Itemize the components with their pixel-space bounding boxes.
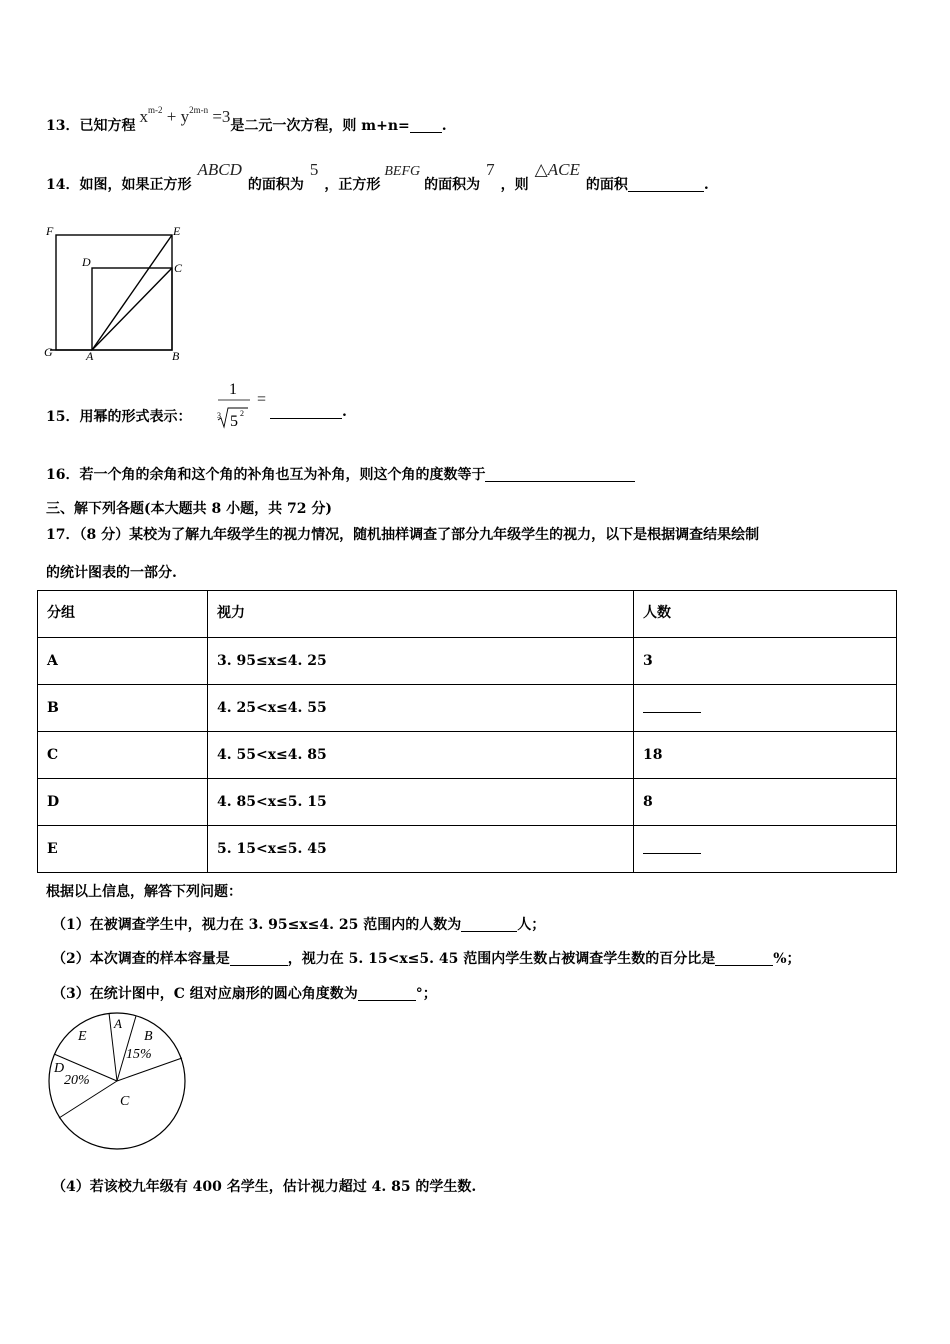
table-row: [38, 638, 897, 685]
sub-question-text: （2）本次调查的样本容量是: [52, 951, 230, 967]
question-text: 的面积为: [424, 177, 481, 193]
table-cell-range: 5. 15<x≤5. 45: [208, 826, 634, 873]
math-equals: =3: [212, 107, 231, 126]
table-header: 分组: [38, 591, 208, 638]
geometry-figure: [40, 220, 200, 365]
question-number: 17．: [46, 527, 80, 543]
answer-blank[interactable]: [485, 467, 635, 482]
question-text: 如图，如果正方形: [79, 177, 192, 193]
question-17-line1: [46, 524, 759, 544]
label-a: A: [86, 349, 94, 363]
question-number: 14．: [46, 177, 80, 193]
math-square-abcd: ABCD: [197, 160, 242, 179]
table-header-row: [38, 591, 897, 638]
equals-sign: =: [257, 391, 267, 408]
math-variable: x: [139, 107, 148, 126]
pie-label-d: D: [54, 1061, 65, 1076]
answer-blank[interactable]: [643, 841, 701, 854]
question-number: 16．: [46, 467, 80, 483]
label-e: E: [173, 224, 181, 238]
square-befg: [56, 235, 172, 350]
question-text: 用幂的形式表示：: [79, 409, 192, 425]
table-cell-range: 4. 85<x≤5. 15: [208, 779, 634, 826]
sub-question-2: [52, 948, 801, 968]
sub-question-text: 人；: [517, 917, 546, 933]
answer-blank[interactable]: [410, 118, 442, 133]
answer-blank[interactable]: [715, 951, 773, 966]
pie-label-a: A: [114, 1016, 122, 1031]
table-header: 人数: [634, 591, 897, 638]
answer-blank[interactable]: [628, 177, 704, 192]
table-row: [38, 826, 897, 873]
math-value: 5: [309, 160, 319, 179]
math-value: 7: [486, 160, 495, 179]
math-exponent: m-2: [147, 105, 163, 115]
label-g: G: [44, 345, 53, 359]
table-cell-group: E: [38, 826, 208, 873]
table-cell-count: 8: [634, 779, 897, 826]
table-cell-group: C: [38, 732, 208, 779]
table-cell-count: [634, 826, 897, 873]
instructions: 根据以上信息，解答下列问题：: [46, 884, 242, 900]
segment-ac: [92, 268, 172, 350]
question-14: [46, 160, 709, 193]
table-cell-count: [634, 685, 897, 732]
period: .: [441, 118, 447, 134]
sub-question-1: [52, 914, 545, 934]
answer-blank[interactable]: [270, 404, 342, 419]
math-fraction: [212, 378, 272, 432]
sub-question-text: %；: [773, 951, 801, 967]
sub-question-text: （3）在统计图中，C 组对应扇形的圆心角度数为: [52, 986, 358, 1002]
math-term: + y: [166, 107, 190, 126]
pie-label-c: C: [120, 1094, 130, 1109]
question-text: 的面积: [585, 177, 628, 193]
question-text: （8 分）某校为了解九年级学生的视力情况，随机抽样调查了部分九年级学生的视力，以下是根据调查结果绘制: [79, 527, 760, 543]
fraction-numerator: 1: [229, 381, 237, 398]
question-text: ，则: [500, 177, 529, 193]
root-index: 3: [217, 411, 221, 420]
vision-table: [37, 590, 897, 873]
pie-label-e: E: [78, 1029, 87, 1044]
math-triangle-ace: △ACE: [534, 160, 580, 179]
table-cell-range: 4. 55<x≤4. 85: [208, 732, 634, 779]
table-header: 视力: [208, 591, 634, 638]
table-cell-group: D: [38, 779, 208, 826]
answer-blank[interactable]: [358, 986, 416, 1001]
pie-label-d-percent: 20%: [64, 1073, 90, 1088]
table-cell-group: B: [38, 685, 208, 732]
question-text: 已知方程: [79, 118, 136, 134]
math-exponent: 2m-n: [189, 105, 209, 115]
table-cell-range: 3. 95≤x≤4. 25: [208, 638, 634, 685]
table-row: [38, 685, 897, 732]
sub-question-text: °；: [415, 986, 437, 1002]
section-title: 三、解下列各题(本大题共 8 小题，共 72 分): [46, 501, 332, 517]
sub-question-3: [52, 983, 437, 1003]
question-number: 15．: [46, 409, 80, 425]
question-text: ，正方形: [324, 177, 381, 193]
question-17-line2: 的统计图表的一部分.: [46, 565, 177, 581]
pie-chart: [40, 1010, 190, 1155]
question-number: 13．: [46, 118, 80, 134]
answer-blank[interactable]: [643, 700, 701, 713]
question-text: 的面积为: [247, 177, 304, 193]
answer-blank[interactable]: [230, 951, 288, 966]
segment-ae: [92, 235, 172, 350]
question-text: 若一个角的余角和这个角的补角也互为补角，则这个角的度数等于: [79, 467, 486, 483]
question-text: 是二元一次方程，则 m+n=: [230, 118, 410, 134]
pie-label-b: B: [144, 1029, 153, 1044]
sub-question-text: （1）在被调查学生中，视力在 3. 95≤x≤4. 25 范围内的人数为: [52, 917, 462, 933]
label-d: D: [82, 255, 91, 269]
math-expression: [139, 107, 230, 126]
question-15: [46, 380, 191, 432]
sub-question-4: （4）若该校九年级有 400 名学生，估计视力超过 4. 85 的学生数.: [52, 1179, 477, 1195]
table-row: [38, 779, 897, 826]
radicand: 5: [230, 413, 238, 430]
radicand-exponent: 2: [240, 409, 244, 418]
label-c: C: [174, 261, 183, 275]
table-cell-range: 4. 25<x≤4. 55: [208, 685, 634, 732]
answer-blank[interactable]: [461, 917, 517, 932]
table-cell-count: 3: [634, 638, 897, 685]
pie-label-b-percent: 15%: [126, 1047, 152, 1062]
question-16: [46, 464, 635, 484]
sub-question-text: ，视力在 5. 15<x≤5. 45 范围内学生数占被调查学生数的百分比是: [287, 951, 716, 967]
table-row: [38, 732, 897, 779]
question-15-answer: [270, 404, 347, 420]
period: .: [342, 404, 347, 420]
label-f: F: [46, 224, 54, 238]
math-square-befg: BEFG: [384, 164, 421, 179]
label-b: B: [172, 349, 180, 363]
table-cell-count: 18: [634, 732, 897, 779]
question-13: [46, 107, 447, 137]
table-cell-group: A: [38, 638, 208, 685]
period: .: [703, 177, 709, 193]
